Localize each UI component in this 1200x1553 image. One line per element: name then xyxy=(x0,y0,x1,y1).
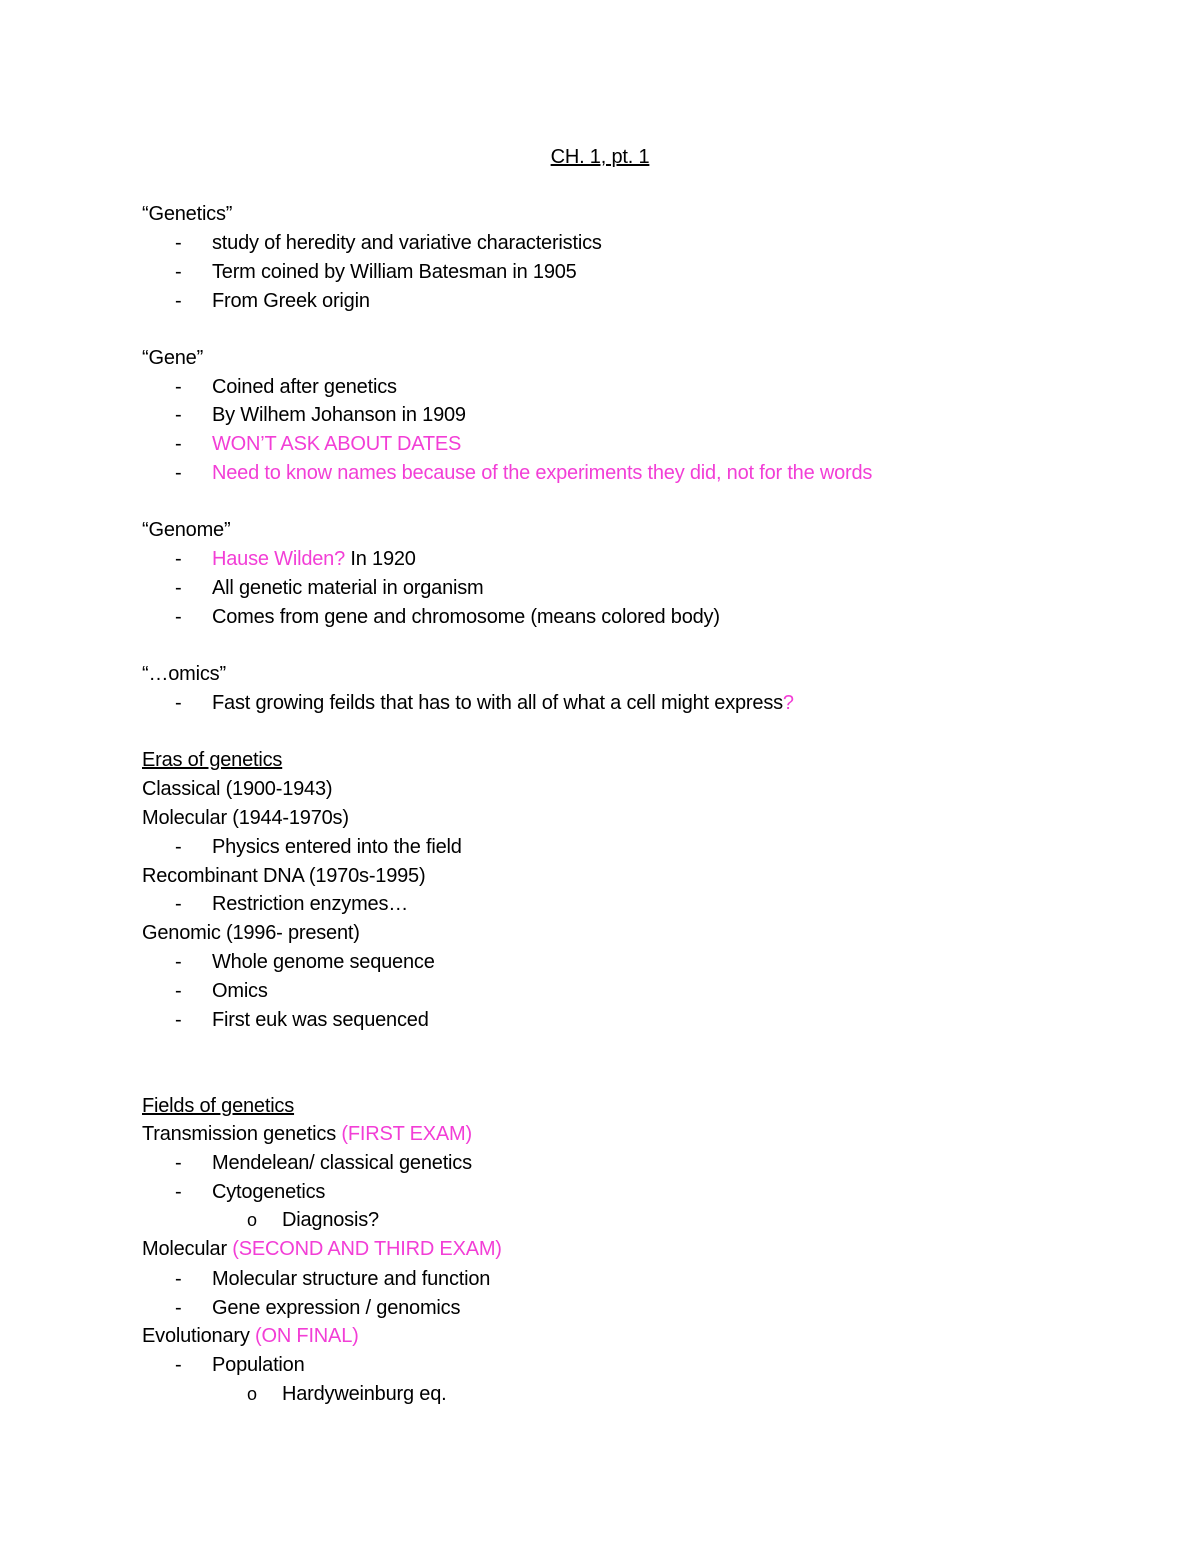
era-genomic: Genomic (1996- present) xyxy=(142,922,360,944)
field-molecular: Molecular (SECOND AND THIRD EXAM) xyxy=(142,1238,502,1260)
field-evolutionary: Evolutionary (ON FINAL) xyxy=(142,1325,359,1347)
era-molecular: Molecular (1944-1970s) xyxy=(142,807,349,829)
fields-heading: Fields of genetics xyxy=(142,1095,295,1117)
page-title: CH. 1, pt. 1 xyxy=(550,146,650,168)
document-page: CH. 1, pt. 1 “Genetics” - study of heredity and variative characteristics - Term coined by William Batesman in 1905 - From Greek origin “Gene” - Coined after genetics - By Wilhem Johanson in 1909 - WON’T ASK ABOUT DATES - Need to know names because of the experiments they did, not for the words “Genome” - Hause Wilden? In 1920 - All genetic material in organism - Comes from gene and chromosome (means colored body) “…omics” - Fast growing feilds that has to with all of what a cell might express? Eras of genetics Classical (1900-1943) Molecular (1944-1970s) - Physics entered into the field Recombinant DNA (1970s-1995) - Restriction enzymes… Genomic (1996- present) - Whole genome sequence - Omics - First euk was sequenced Fields of genetics Transmission genetics (FIRST EXAM) - Mendelean/ classical genetics - Cytogenetics o Diagnosis? Molecular (SECOND AND THIRD EXAM) - Molecular structure and function - Gene expression / genomics Evolutionary (ON FINAL) - Population o Hardyweinburg eq. xyxy=(0,0,1200,1553)
gene-heading: “Gene” xyxy=(142,347,204,369)
eras-heading: Eras of genetics xyxy=(142,749,283,771)
genetics-heading: “Genetics” xyxy=(142,203,233,225)
era-classical: Classical (1900-1943) xyxy=(142,778,333,800)
genome-heading: “Genome” xyxy=(142,519,231,541)
omics-heading: “…omics” xyxy=(142,663,226,685)
field-transmission: Transmission genetics (FIRST EXAM) xyxy=(142,1123,472,1145)
era-recombinant: Recombinant DNA (1970s-1995) xyxy=(142,865,426,887)
